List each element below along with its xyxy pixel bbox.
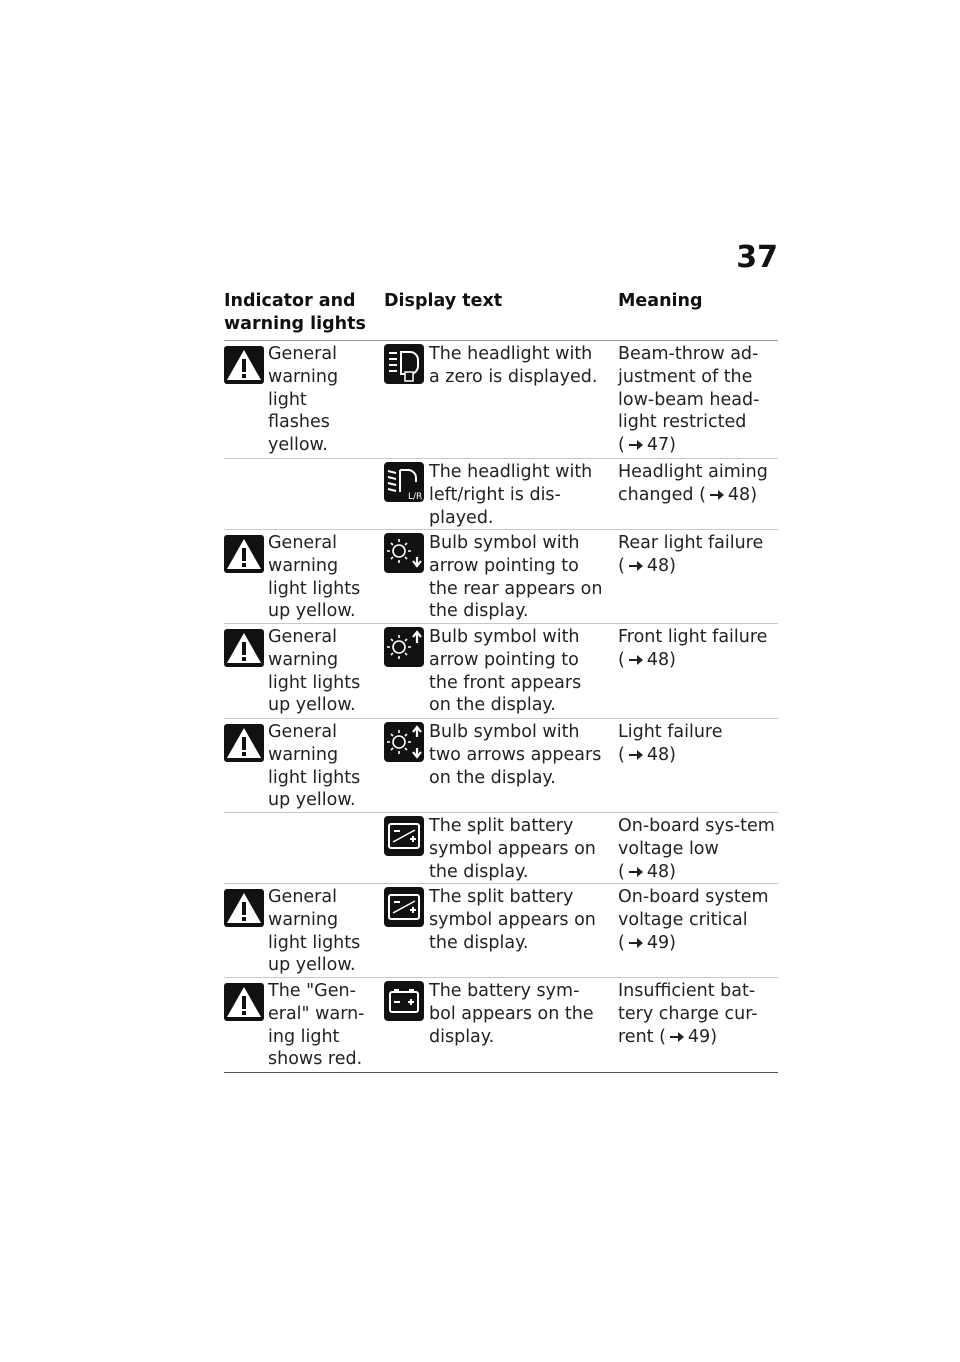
indicator-text: General warning light lights up yellow. [268, 722, 361, 811]
indicator-text: The "Gen- eral" warn- ing light shows red. [268, 981, 365, 1070]
indicator-text: General warning light lights up yellow. [268, 627, 361, 716]
meaning-text: Front light failure [618, 627, 768, 647]
meaning-text: Headlight aiming changed [618, 462, 768, 505]
table-row [224, 459, 778, 530]
page-reference[interactable]: ( 49) [618, 932, 676, 953]
table-row [224, 884, 778, 978]
page-reference[interactable]: ( 49) [653, 1026, 718, 1047]
warning-triangle-icon [224, 724, 264, 762]
meaning-cell [618, 626, 778, 672]
page-number: 37 [736, 240, 778, 275]
page-reference-number: 48 [646, 555, 670, 576]
table-row [224, 719, 778, 813]
bulb-arrow-rear-icon [384, 533, 424, 573]
display-text: The split battery symbol appears on the display. [429, 887, 596, 953]
table-header [224, 290, 778, 341]
meaning-cell [618, 815, 778, 883]
page-reference-number: 48 [646, 744, 670, 765]
display-text: The headlight with a zero is displayed. [429, 344, 598, 387]
warning-triangle-icon [224, 629, 264, 667]
table-row [224, 813, 778, 884]
split-battery-icon [384, 816, 424, 856]
table-row [224, 978, 778, 1073]
meaning-text: On-board system voltage critical [618, 887, 769, 930]
display-text: Bulb symbol with arrow pointing to the rear appears on the display. [429, 533, 603, 622]
meaning-text: On-board sys-tem voltage low [618, 816, 775, 859]
table-row [224, 341, 778, 459]
bulb-arrow-front-icon [384, 627, 424, 667]
table-row [224, 530, 778, 624]
display-text: The battery sym- bol appears on the display. [429, 981, 594, 1047]
meaning-cell [618, 980, 778, 1048]
page-reference[interactable]: ( 48) [693, 484, 758, 505]
header-display: Display text [384, 291, 503, 311]
display-text: Bulb symbol with arrow pointing to the front appears on the display. [429, 627, 582, 716]
table-row [224, 624, 778, 719]
display-text: Bulb symbol with two arrows appears on the display. [429, 722, 602, 788]
warning-triangle-icon [224, 535, 264, 573]
meaning-text: Beam-throw ad-justment of the low-beam head-light restricted [618, 344, 760, 433]
page-reference[interactable]: ( 48) [618, 861, 676, 882]
warning-triangle-icon [224, 889, 264, 927]
page-reference-number: 47 [646, 435, 670, 456]
page-reference[interactable]: ( 47) [618, 435, 676, 456]
display-text: The split battery symbol appears on the display. [429, 816, 596, 882]
page-reference[interactable]: ( 48) [618, 744, 676, 765]
svg-text:L/R: L/R [408, 492, 423, 502]
page-reference-number: 48 [646, 861, 670, 882]
meaning-text: Light failure [618, 722, 723, 742]
meaning-cell [618, 532, 778, 578]
meaning-cell [618, 461, 778, 507]
page-reference-number: 48 [727, 484, 751, 505]
page-reference[interactable]: ( 48) [618, 555, 676, 576]
battery-icon [384, 981, 424, 1021]
headlight-zero-icon [384, 344, 424, 384]
page-reference-number: 49 [687, 1026, 711, 1047]
meaning-text: Rear light failure [618, 533, 764, 553]
meaning-text: Insufficient bat-tery charge cur-rent [618, 981, 758, 1047]
indicator-text: General warning light lights up yellow. [268, 887, 361, 976]
indicator-text: General warning light flashes yellow. [268, 344, 339, 456]
meaning-cell [618, 343, 778, 457]
page-reference-number: 49 [646, 932, 670, 953]
indicator-text: General warning light lights up yellow. [268, 533, 361, 622]
split-battery-icon [384, 887, 424, 927]
header-meaning: Meaning [618, 291, 703, 311]
headlight-left-right-icon [384, 462, 424, 502]
bulb-two-arrows-icon [384, 722, 424, 762]
warning-triangle-icon [224, 983, 264, 1021]
page-reference[interactable]: ( 48) [618, 649, 676, 670]
warning-triangle-icon [224, 346, 264, 384]
indicator-table [224, 290, 778, 1073]
meaning-cell [618, 886, 778, 954]
header-indicator: Indicator and warning lights [224, 291, 366, 334]
display-text: The headlight with left/right is dis- played. [429, 462, 593, 528]
page-reference-number: 48 [646, 649, 670, 670]
meaning-cell [618, 721, 778, 767]
